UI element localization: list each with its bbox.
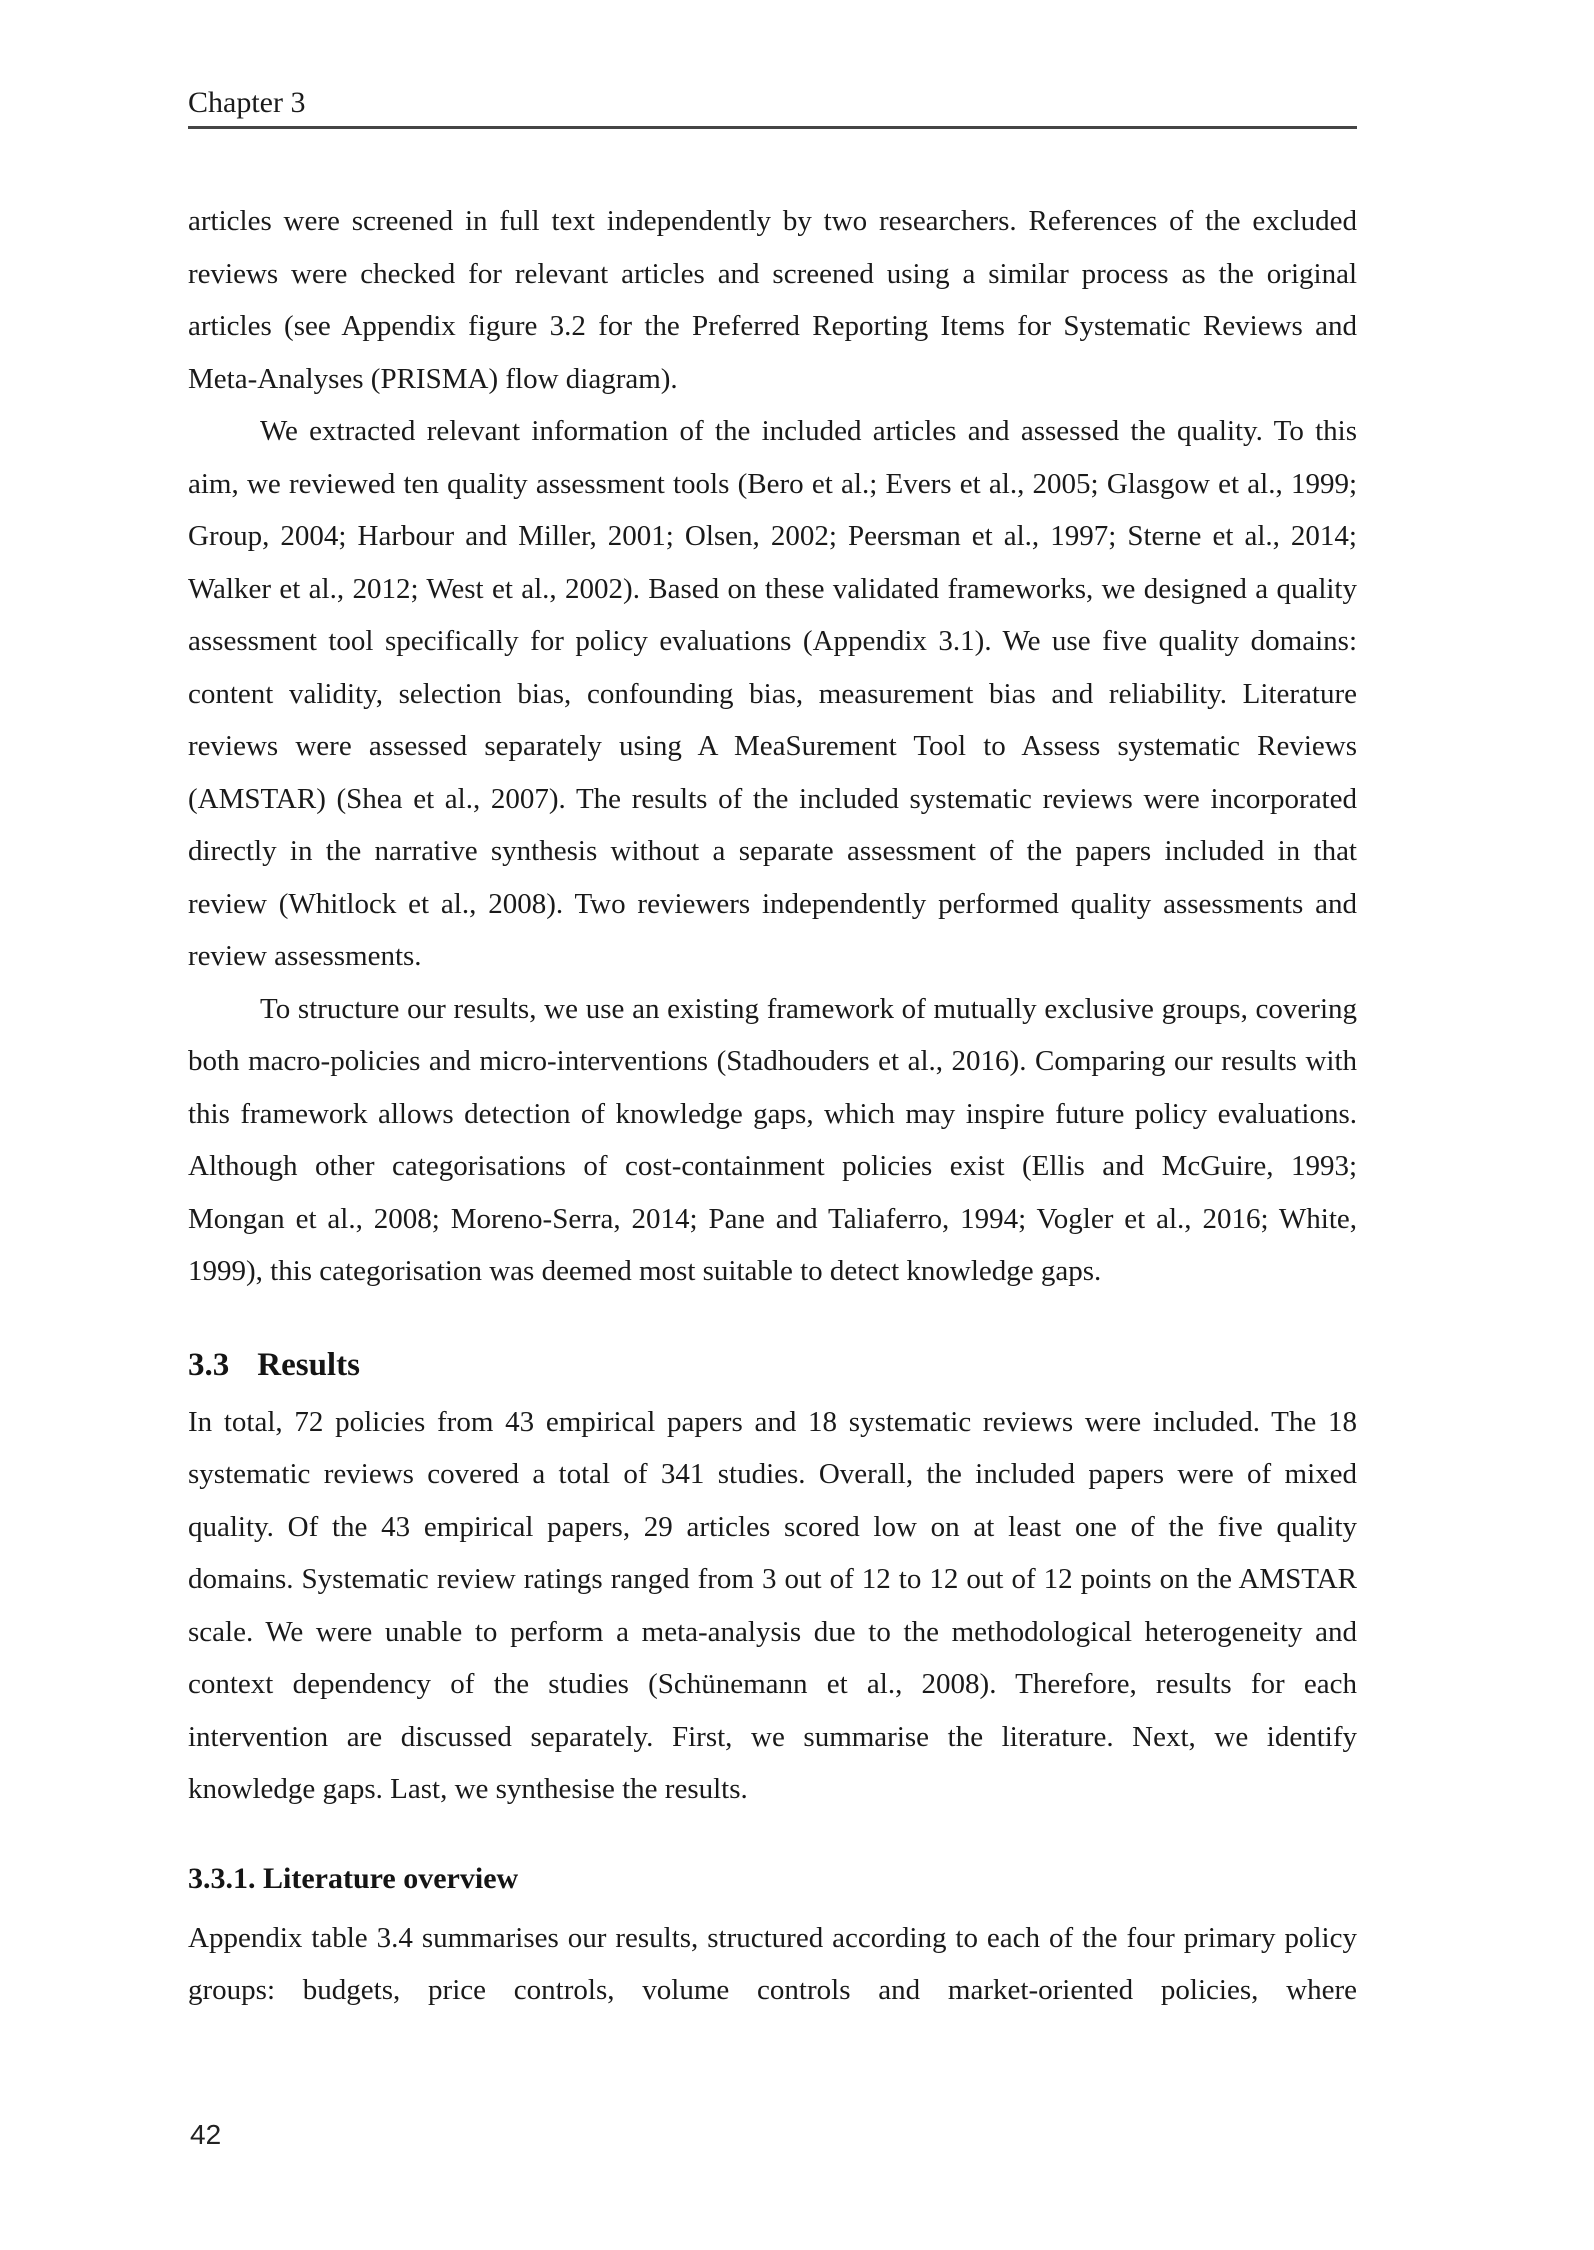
paragraph-literature-overview: Appendix table 3.4 summarises our results, structured according to each of the four primary policy groups: budgets, price controls, volume controls and market-oriented policies, where — [188, 1921, 1357, 2006]
section-heading-results — [188, 1342, 1357, 1388]
paragraph-framework-groups: To structure our results, we use an existing framework of mutually exclusive groups, covering both macro-policies and micro-interventions (Stadhouders et al., 2016). Comparing our results with this framework allows detection of knowledge gaps, which may inspire future policy evaluations. Although other categorisations of cost-containment policies exist (Ellis and McGuire, 1993; Mongan et al., 2008; Moreno-Serra, 2014; Pane and Taliaferro, 1994; Vogler et al., 2016; White, 1999), this categorisation was deemed most suitable to detect knowledge gaps. — [188, 992, 1357, 1287]
paragraph-results-summary: In total, 72 policies from 43 empirical papers and 18 systematic reviews were included. The 18 systematic reviews covered a total of 341 studies. Overall, the included papers were of mixed quality. Of the 43 empirical papers, 29 articles scored low on at least one of the five quality domains. Systematic review ratings ranged from 3 out of 12 to 12 out of 12 points on the AMSTAR scale. We were unable to perform a meta-analysis due to the methodological heterogeneity and context dependency of the studies (Schünemann et al., 2008). Therefore, results for each intervention are discussed separately. First, we summarise the literature. Next, we identify knowledge gaps. Last, we synthesise the results. — [188, 1405, 1357, 1805]
chapter-label: Chapter 3 — [188, 86, 306, 119]
section-title: Results — [257, 1346, 360, 1383]
paragraph-quality-assessment: We extracted relevant information of the included articles and assessed the quality. To this aim, we reviewed ten quality assessment tools (Bero et al.; Evers et al., 2005; Glasgow et al., 1999; Group, 2004; Harbour and Miller, 2001; Olsen, 2002; Peersman et al., 1997; Sterne et al., 2014; Walker et al., 2012; West et al., 2002). Based on these validated frameworks, we designed a quality assessment tool specifically for policy evaluations (Appendix 3.1). We use five quality domains: content validity, selection bias, confounding bias, measurement bias and reliability. Literature reviews were assessed separately using A MeaSurement Tool to Assess systematic Reviews (AMSTAR) (Shea et al., 2007). The results of the included systematic reviews were incorporated directly in the narrative synthesis without a separate assessment of the papers included in that review (Whitlock et al., 2008). Two reviewers independently performed quality assessments and review assessments. — [188, 415, 1357, 972]
paragraph-screening-process: articles were screened in full text independently by two researchers. References of the excluded reviews were checked for relevant articles and screened using a similar process as the original articles (see Appendix figure 3.2 for the Preferred Reporting Items for Systematic Reviews and Meta-Analyses (PRISMA) flow diagram). — [188, 205, 1357, 395]
section-number: 3.3 — [188, 1346, 230, 1383]
page-footer — [190, 2118, 221, 2152]
running-header — [188, 84, 1357, 129]
page-number: 42 — [190, 2119, 222, 2150]
subsection-heading-literature-overview: 3.3.1. Literature overview — [188, 1861, 519, 1895]
text-column — [188, 0, 1357, 2017]
